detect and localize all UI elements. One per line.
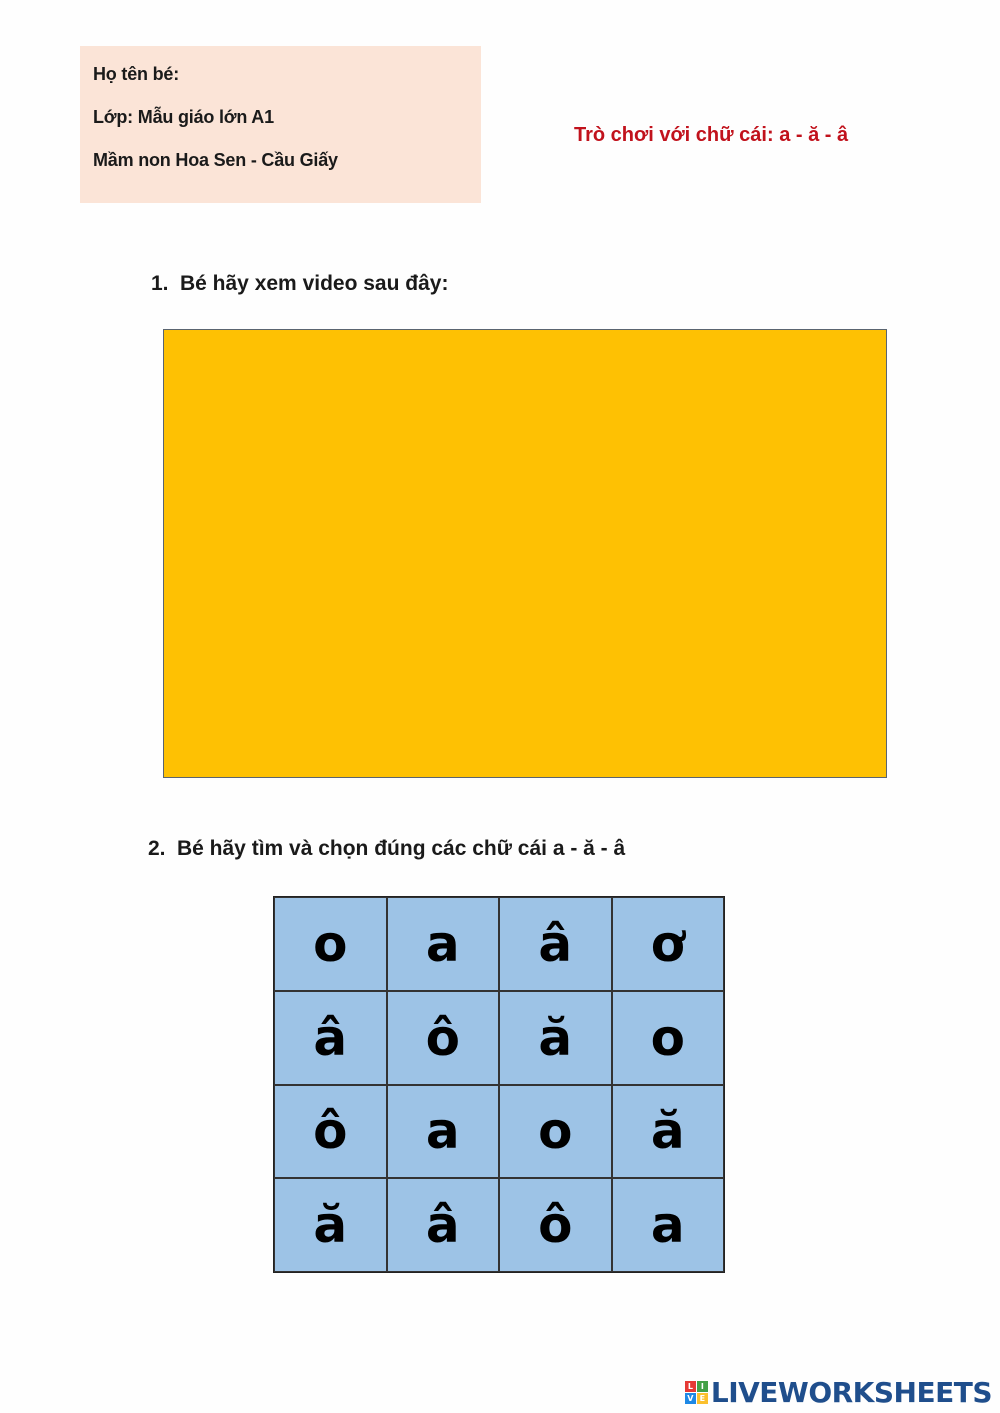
letter-cell[interactable]: ă (499, 991, 612, 1085)
letter-cell[interactable]: a (612, 1178, 725, 1272)
letter-cell[interactable]: â (499, 897, 612, 991)
letter-cell[interactable]: ô (387, 991, 500, 1085)
letter-cell[interactable]: o (612, 991, 725, 1085)
letter-grid (273, 896, 725, 1273)
question-2-number: 2. (148, 837, 166, 860)
question-1-number: 1. (151, 272, 169, 295)
liveworksheets-icon (685, 1381, 708, 1404)
question-2 (148, 837, 625, 861)
letter-cell[interactable]: ô (499, 1178, 612, 1272)
letter-cell[interactable]: â (274, 991, 387, 1085)
school-label: Mầm non Hoa Sen - Cầu Giấy (93, 150, 338, 170)
student-info-box (80, 46, 481, 203)
letter-cell[interactable]: a (387, 1085, 500, 1179)
logo-letter: E (697, 1393, 708, 1404)
letter-cell[interactable]: ô (274, 1085, 387, 1179)
logo-letter: I (697, 1381, 708, 1392)
letter-cell[interactable]: a (387, 897, 500, 991)
video-player[interactable] (163, 329, 887, 778)
logo-letter: L (685, 1381, 696, 1392)
letter-cell[interactable]: o (499, 1085, 612, 1179)
liveworksheets-logo (685, 1376, 992, 1409)
student-name-label: Họ tên bé: (93, 64, 179, 84)
game-title: Trò chơi với chữ cái: a - ă - â (574, 124, 849, 146)
question-2-text: Bé hãy tìm và chọn đúng các chữ cái a - ă - â (177, 837, 626, 860)
question-1 (151, 272, 448, 296)
question-1-text: Bé hãy xem video sau đây: (180, 272, 449, 295)
class-label: Lớp: Mẫu giáo lớn A1 (93, 107, 274, 127)
letter-cell[interactable]: ă (612, 1085, 725, 1179)
letter-cell[interactable]: ă (274, 1178, 387, 1272)
letter-cell[interactable]: ơ (612, 897, 725, 991)
letter-cell[interactable]: â (387, 1178, 500, 1272)
brand-text: LIVEWORKSHEETS (710, 1376, 992, 1409)
letter-cell[interactable]: o (274, 897, 387, 991)
logo-letter: V (685, 1393, 696, 1404)
